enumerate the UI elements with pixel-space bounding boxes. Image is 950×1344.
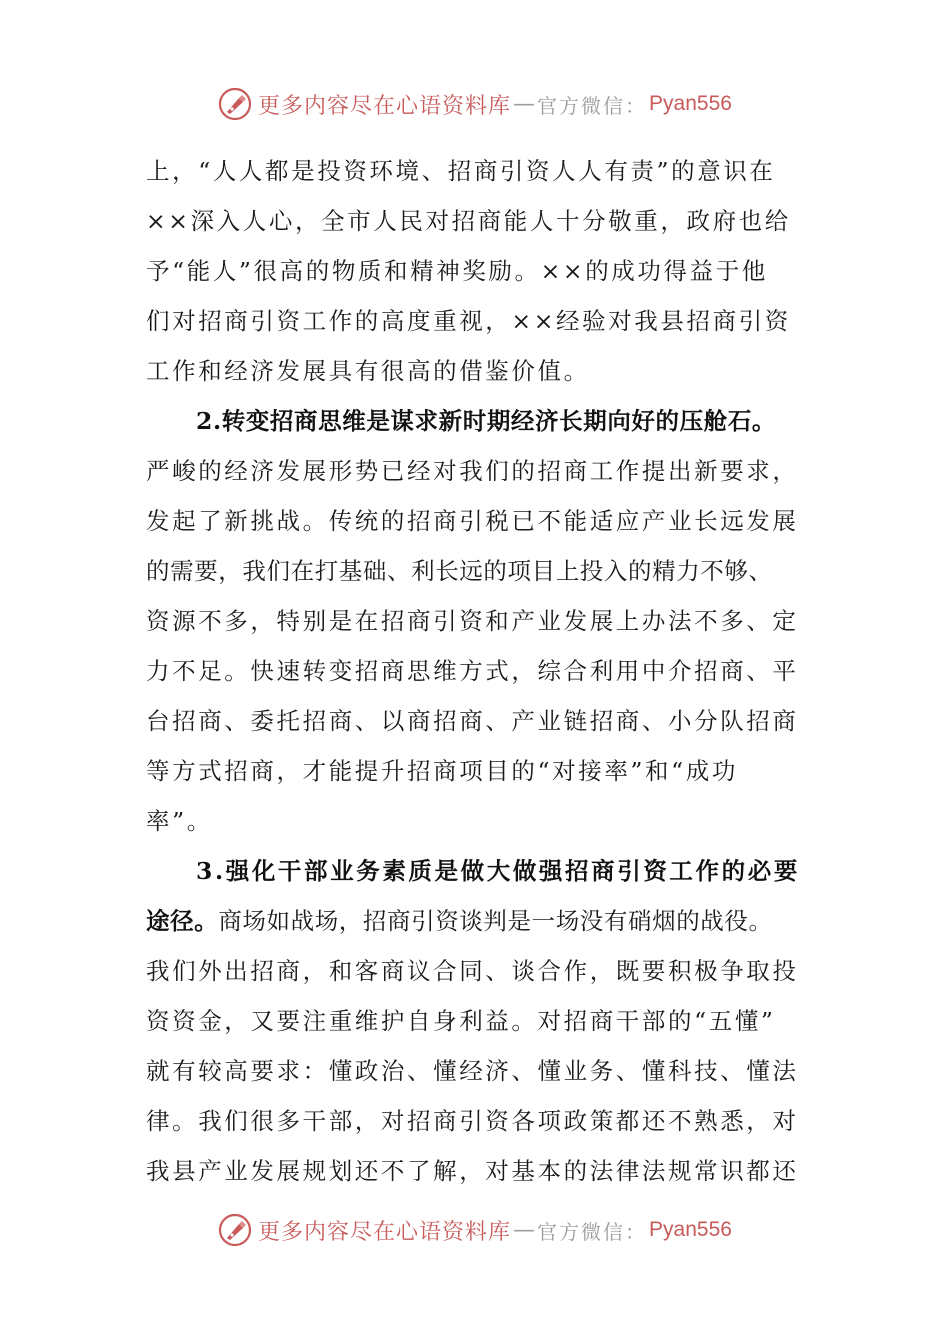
text-line: 率”。 bbox=[146, 807, 213, 835]
paragraph-1 bbox=[146, 146, 806, 396]
section-heading-2 bbox=[146, 396, 806, 446]
text-line: 台招商、委托招商、以商招商、产业链招商、小分队招商 bbox=[146, 707, 799, 735]
document-body bbox=[146, 146, 806, 1196]
text-line: 工作和经济发展具有很高的借鉴价值。 bbox=[146, 357, 590, 385]
text-line: 途径。商场如战场，招商引资谈判是一场没有硝烟的战役。 bbox=[146, 907, 773, 935]
watermark-brand-text: 更多内容尽在心语资料库 bbox=[258, 93, 512, 119]
heading-text: 2.转变招商思维是谋求新时期经济长期向好的压舱石。 bbox=[196, 407, 777, 435]
watermark-official-label: 官方微信： bbox=[537, 1219, 648, 1244]
footer-watermark bbox=[0, 1210, 950, 1250]
text-line: 资源不多，特别是在招商引资和产业发展上办法不多、定 bbox=[146, 607, 799, 635]
text-line: 等方式招商，才能提升招商项目的“对接率”和“成功 bbox=[146, 757, 738, 785]
text-line: 的需要，我们在打基础、利长远的项目上投入的精力不够、 bbox=[146, 557, 773, 585]
section-heading-3 bbox=[146, 846, 806, 896]
pen-nib-icon bbox=[218, 87, 252, 121]
text-line: 我县产业发展规划还不了解，对基本的法律法规常识都还 bbox=[146, 1157, 799, 1185]
watermark-brand-text: 更多内容尽在心语资料库 bbox=[258, 1219, 512, 1245]
watermark-official-label: 官方微信： bbox=[537, 93, 648, 118]
text-line: ××深入人心，全市人民对招商能人十分敬重，政府也给 bbox=[146, 207, 791, 235]
heading-text-continued: 途径。 bbox=[146, 907, 219, 935]
watermark-dash: — bbox=[513, 1217, 536, 1243]
watermark-wechat-id: Pyan556 bbox=[649, 1218, 732, 1241]
text-line: 发起了新挑战。传统的招商引税已不能适应产业长远发展 bbox=[146, 507, 799, 535]
text-line: 资资金，又要注重维护自身利益。对招商干部的“五懂” bbox=[146, 1007, 776, 1035]
heading-text: 3.强化干部业务素质是做大做强招商引资工作的必要 bbox=[196, 857, 800, 885]
text-line: 严峻的经济发展形势已经对我们的招商工作提出新要求， bbox=[146, 457, 799, 485]
text-line: 予“能人”很高的物质和精神奖励。××的成功得益于他 bbox=[146, 257, 768, 285]
text-line: 力不足。快速转变招商思维方式，综合利用中介招商、平 bbox=[146, 657, 799, 685]
text-line: 就有较高要求：懂政治、懂经济、懂业务、懂科技、懂法 bbox=[146, 1057, 799, 1085]
header-watermark bbox=[0, 84, 950, 124]
text-line: 们对招商引资工作的高度重视，××经验对我县招商引资 bbox=[146, 307, 791, 335]
text-line: 我们外出招商，和客商议合同、谈合作，既要积极争取投 bbox=[146, 957, 799, 985]
text-line: 上，“人人都是投资环境、招商引资人人有责”的意识在 bbox=[146, 157, 776, 185]
paragraph-3 bbox=[146, 846, 806, 1196]
watermark-wechat-id: Pyan556 bbox=[649, 92, 732, 115]
paragraph-2 bbox=[146, 396, 806, 846]
pen-nib-icon bbox=[218, 1213, 252, 1247]
watermark-dash: — bbox=[513, 91, 536, 117]
text-line: 律。我们很多干部，对招商引资各项政策都还不熟悉，对 bbox=[146, 1107, 799, 1135]
